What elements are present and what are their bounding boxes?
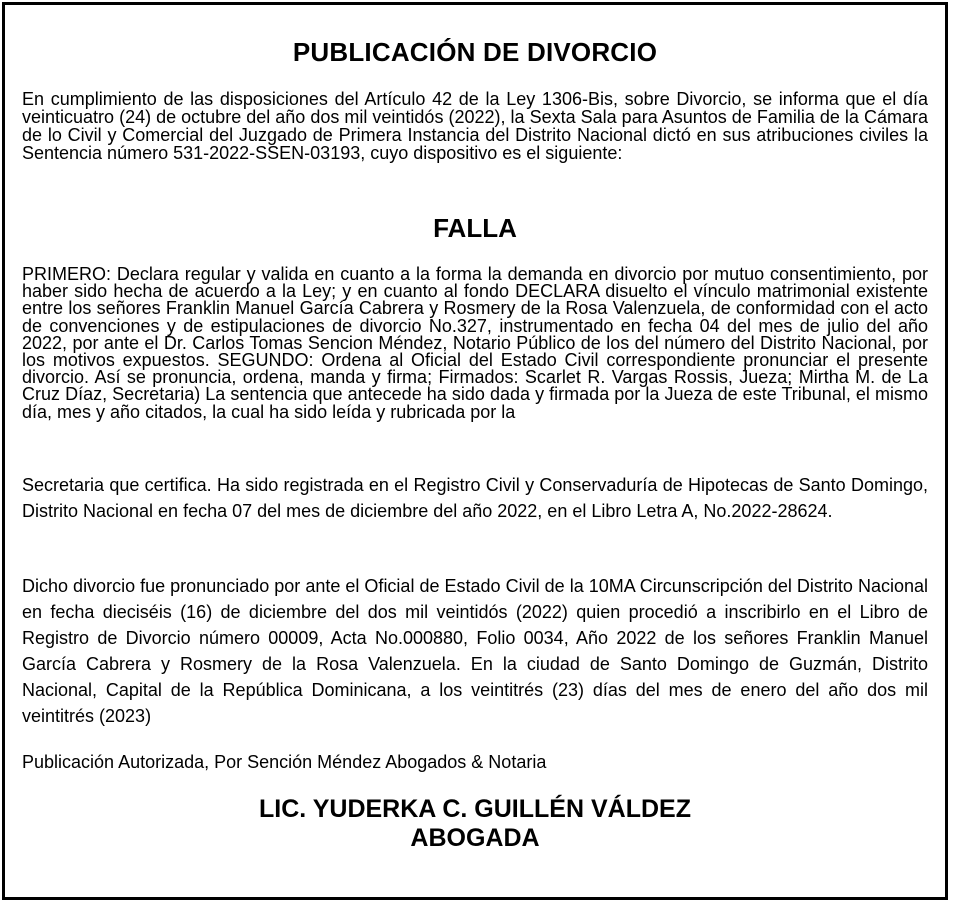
signer-name: LIC. YUDERKA C. GUILLÉN VÁLDEZ <box>259 795 691 823</box>
authorization-line: Publicación Autorizada, Por Sención Méndez Abogados & Notaria <box>22 752 547 772</box>
ruling-paragraph-continued: Secretaria que certifica. Ha sido registrada en el Registro Civil y Conservaduría de Hipotecas de Santo Domingo, Distrito Nacional en fecha 07 del mes de diciembre del año 2022, en el Libro Letra A, No.2022-28624. <box>22 475 928 521</box>
signer-role: ABOGADA <box>410 824 540 852</box>
notice-title: PUBLICACIÓN DE DIVORCIO <box>292 37 658 67</box>
legal-notice <box>2 2 948 900</box>
ruling-paragraph: PRIMERO: Declara regular y valida en cuanto a la forma la demanda en divorcio por mutuo consentimiento, por haber sido hecha de acuerdo a la Ley; y en cuanto al fondo DECLARA disuelto el vínculo matrimonial existente entre los señores Franklin Manuel García Cabrera y Rosmery de la Rosa Valenzuela, de conformidad con el acto de convenciones y de estipulaciones de divorcio No.327, instrumentado en fecha 04 del mes de julio del año 2022, por ante el Dr. Carlos Tomas Sencion Méndez, Notario Público de los del número del Distrito Nacional, por los motivos expuestos. SEGUNDO: Ordena al Oficial del Estado Civil correspondiente pronunciar el presente divorcio. Así se pronuncia, ordena, manda y firma; Firmados: Scarlet R. Vargas Rossis, Jueza; Mirtha M. de La Cruz Díaz, Secretaria) La sentencia que antecede ha sido dada y firmada por la Jueza de este Tribunal, el mismo día, mes y año citados, la cual ha sido leída y rubricada por la <box>22 264 928 422</box>
registration-paragraph: Dicho divorcio fue pronunciado por ante el Oficial de Estado Civil de la 10MA Circunscripción del Distrito Nacional en fecha dieciséis (16) de diciembre del dos mil veintidós (2022) quien procedió a inscribirlo en el Libro de Registro de Divorcio número 00009, Acta No.000880, Folio 0034, Año 2022 de los señores Franklin Manuel García Cabrera y Rosmery de la Rosa Valenzuela. En la ciudad de Santo Domingo de Guzmán, Distrito Nacional, Capital de la República Dominicana, a los veintitrés (23) días del mes de enero del año dos mil veintitrés (2023) <box>22 576 928 726</box>
falla-heading: FALLA <box>433 213 517 243</box>
intro-paragraph: En cumplimiento de las disposiciones del Artículo 42 de la Ley 1306-Bis, sobre Divorcio, se informa que el día veinticuatro (24) de octubre del año dos mil veintidós (2022), la Sexta Sala para Asuntos de Familia de la Cámara de lo Civil y Comercial del Juzgado de Primera Instancia del Distrito Nacional dictó en sus atribuciones civiles la Sentencia número 531-2022-SSEN-03193, cuyo dispositivo es el siguiente: <box>22 89 928 163</box>
